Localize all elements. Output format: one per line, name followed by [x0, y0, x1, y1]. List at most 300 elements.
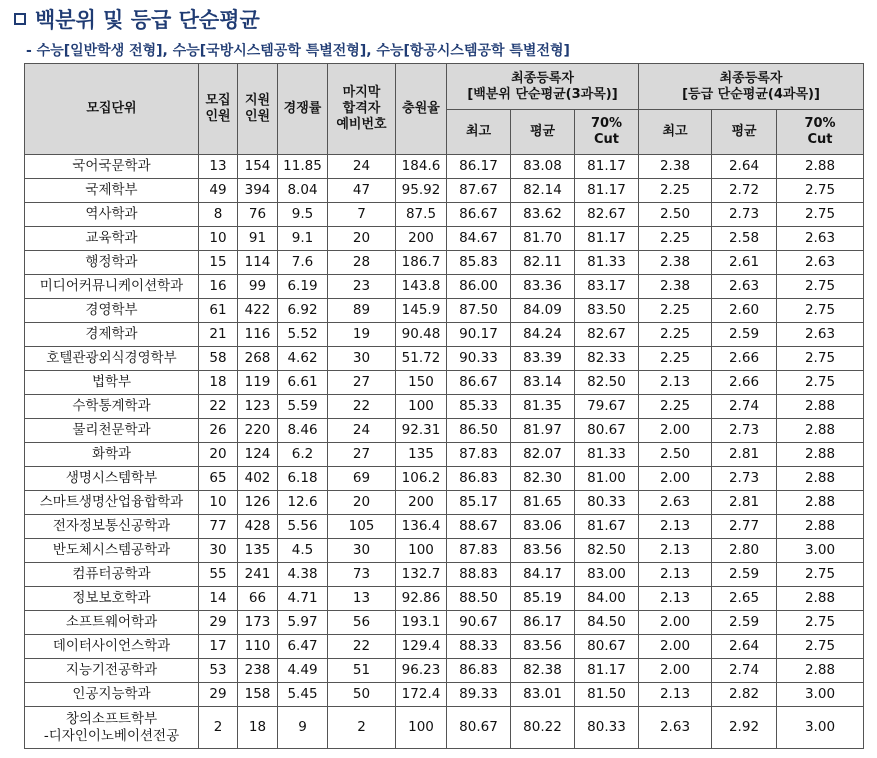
table-cell: 15: [199, 251, 238, 275]
table-cell: 30: [328, 347, 396, 371]
cell-unit: 스마트생명산업융합학과: [25, 491, 199, 515]
table-cell: 119: [238, 371, 278, 395]
table-cell: 24: [328, 155, 396, 179]
table-cell: 82.33: [575, 347, 639, 371]
table-cell: 22: [328, 395, 396, 419]
table-row: [25, 707, 864, 749]
table-cell: 2.59: [712, 323, 777, 347]
table-cell: 2.00: [639, 419, 712, 443]
table-cell: 20: [199, 443, 238, 467]
table-cell: 23: [328, 275, 396, 299]
header-grade-best: 최고: [639, 110, 712, 155]
table-row: [25, 275, 864, 299]
table-cell: 83.50: [575, 299, 639, 323]
table-cell: 82.67: [575, 323, 639, 347]
table-cell: 92.31: [396, 419, 447, 443]
table-cell: 89: [328, 299, 396, 323]
table-cell: 2.50: [639, 203, 712, 227]
table-cell: 9.1: [278, 227, 328, 251]
table-cell: 24: [328, 419, 396, 443]
cell-unit: 정보보호학과: [25, 587, 199, 611]
table-cell: 84.67: [447, 227, 511, 251]
table-cell: 84.24: [511, 323, 575, 347]
table-cell: 132.7: [396, 563, 447, 587]
square-bullet-icon: [14, 13, 26, 25]
header-ratio: 경쟁률: [278, 64, 328, 155]
header-pct-avg: 평균: [511, 110, 575, 155]
table-cell: 5.59: [278, 395, 328, 419]
table-row: [25, 683, 864, 707]
cell-unit: 미디어커뮤니케이션학과: [25, 275, 199, 299]
table-cell: 22: [328, 635, 396, 659]
table-cell: 2.81: [712, 491, 777, 515]
table-cell: 173: [238, 611, 278, 635]
header-quota: 모집 인원: [199, 64, 238, 155]
table-cell: 110: [238, 635, 278, 659]
table-cell: 85.19: [511, 587, 575, 611]
table-cell: 2.88: [777, 443, 864, 467]
cell-unit: 국어국문학과: [25, 155, 199, 179]
table-cell: 220: [238, 419, 278, 443]
table-cell: 2.00: [639, 659, 712, 683]
header-pct-cut: 70% Cut: [575, 110, 639, 155]
header-grade-group: 최종등록자 [등급 단순평균(4과목)]: [639, 64, 864, 110]
table-cell: 2.88: [777, 155, 864, 179]
table-cell: 81.65: [511, 491, 575, 515]
table-cell: 84.50: [575, 611, 639, 635]
table-cell: 9.5: [278, 203, 328, 227]
table-cell: 126: [238, 491, 278, 515]
table-cell: 2.74: [712, 659, 777, 683]
table-cell: 394: [238, 179, 278, 203]
table-cell: 69: [328, 467, 396, 491]
table-cell: 3.00: [777, 707, 864, 749]
table-cell: 4.38: [278, 563, 328, 587]
cell-unit: 창의소프트학부 -디자인이노베이션전공: [25, 707, 199, 749]
table-cell: 28: [328, 251, 396, 275]
table-cell: 84.17: [511, 563, 575, 587]
table-cell: 124: [238, 443, 278, 467]
table-cell: 13: [199, 155, 238, 179]
table-row: [25, 395, 864, 419]
table-cell: 47: [328, 179, 396, 203]
table-cell: 80.67: [447, 707, 511, 749]
table-cell: 2.88: [777, 419, 864, 443]
table-cell: 83.14: [511, 371, 575, 395]
table-cell: 99: [238, 275, 278, 299]
table-cell: 7.6: [278, 251, 328, 275]
table-row: [25, 635, 864, 659]
table-cell: 2.59: [712, 611, 777, 635]
table-cell: 11.85: [278, 155, 328, 179]
table-cell: 2.88: [777, 515, 864, 539]
table-cell: 83.06: [511, 515, 575, 539]
table-cell: 4.5: [278, 539, 328, 563]
cell-unit: 법학부: [25, 371, 199, 395]
table-cell: 83.56: [511, 539, 575, 563]
table-cell: 136.4: [396, 515, 447, 539]
table-cell: 2.88: [777, 395, 864, 419]
table-cell: 2.75: [777, 275, 864, 299]
cell-unit: 전자정보통신공학과: [25, 515, 199, 539]
table-cell: 2.72: [712, 179, 777, 203]
table-cell: 428: [238, 515, 278, 539]
table-row: [25, 419, 864, 443]
results-table: [24, 63, 864, 749]
table-cell: 86.00: [447, 275, 511, 299]
table-cell: 87.83: [447, 443, 511, 467]
table-cell: 26: [199, 419, 238, 443]
table-row: [25, 227, 864, 251]
table-cell: 2.73: [712, 467, 777, 491]
table-cell: 56: [328, 611, 396, 635]
table-row: [25, 467, 864, 491]
table-cell: 77: [199, 515, 238, 539]
table-cell: 81.17: [575, 659, 639, 683]
table-cell: 81.35: [511, 395, 575, 419]
table-cell: 90.67: [447, 611, 511, 635]
cell-unit: 국제학부: [25, 179, 199, 203]
table-cell: 4.49: [278, 659, 328, 683]
table-cell: 85.33: [447, 395, 511, 419]
table-cell: 19: [328, 323, 396, 347]
table-cell: 2.81: [712, 443, 777, 467]
table-cell: 82.11: [511, 251, 575, 275]
table-cell: 2.92: [712, 707, 777, 749]
table-cell: 2.63: [777, 227, 864, 251]
cell-unit: 소프트웨어학과: [25, 611, 199, 635]
table-cell: 8.04: [278, 179, 328, 203]
table-cell: 22: [199, 395, 238, 419]
table-cell: 84.00: [575, 587, 639, 611]
table-cell: 2.13: [639, 563, 712, 587]
table-cell: 2.38: [639, 275, 712, 299]
table-cell: 50: [328, 683, 396, 707]
table-cell: 2.88: [777, 659, 864, 683]
table-cell: 81.50: [575, 683, 639, 707]
table-cell: 2.75: [777, 347, 864, 371]
table-cell: 422: [238, 299, 278, 323]
table-row: [25, 563, 864, 587]
table-cell: 143.8: [396, 275, 447, 299]
table-cell: 6.2: [278, 443, 328, 467]
table-cell: 2.73: [712, 203, 777, 227]
table-cell: 2.65: [712, 587, 777, 611]
table-cell: 5.45: [278, 683, 328, 707]
table-cell: 123: [238, 395, 278, 419]
table-cell: 7: [328, 203, 396, 227]
table-cell: 2.63: [712, 275, 777, 299]
table-cell: 2.75: [777, 203, 864, 227]
table-cell: 2.75: [777, 371, 864, 395]
table-cell: 5.52: [278, 323, 328, 347]
table-cell: 82.38: [511, 659, 575, 683]
table-cell: 2.25: [639, 395, 712, 419]
header-pct-best: 최고: [447, 110, 511, 155]
table-cell: 87.5: [396, 203, 447, 227]
table-cell: 5.97: [278, 611, 328, 635]
table-cell: 2.59: [712, 563, 777, 587]
cell-unit: 인공지능학과: [25, 683, 199, 707]
header-extra: 충원율: [396, 64, 447, 155]
table-cell: 100: [396, 395, 447, 419]
table-cell: 8.46: [278, 419, 328, 443]
table-cell: 51.72: [396, 347, 447, 371]
table-cell: 12.6: [278, 491, 328, 515]
table-cell: 6.92: [278, 299, 328, 323]
table-cell: 154: [238, 155, 278, 179]
table-cell: 79.67: [575, 395, 639, 419]
table-cell: 80.22: [511, 707, 575, 749]
table-cell: 2.63: [777, 251, 864, 275]
table-cell: 2.66: [712, 371, 777, 395]
table-cell: 29: [199, 683, 238, 707]
table-cell: 82.30: [511, 467, 575, 491]
table-cell: 2.61: [712, 251, 777, 275]
table-cell: 238: [238, 659, 278, 683]
page-title: [10, 4, 260, 34]
table-cell: 17: [199, 635, 238, 659]
cell-unit: 물리천문학과: [25, 419, 199, 443]
table-cell: 81.97: [511, 419, 575, 443]
table-row: [25, 323, 864, 347]
table-cell: 2.00: [639, 467, 712, 491]
cell-unit: 교육학과: [25, 227, 199, 251]
cell-unit: 행정학과: [25, 251, 199, 275]
table-cell: 2.13: [639, 371, 712, 395]
table-cell: 13: [328, 587, 396, 611]
table-cell: 83.08: [511, 155, 575, 179]
page-title-text: 백분위 및 등급 단순평균: [35, 8, 260, 32]
header-percentile-group: 최종등록자 [백분위 단순평균(3과목)]: [447, 64, 639, 110]
table-cell: 88.83: [447, 563, 511, 587]
table-cell: 402: [238, 467, 278, 491]
table-cell: 241: [238, 563, 278, 587]
table-cell: 81.33: [575, 251, 639, 275]
table-cell: 10: [199, 227, 238, 251]
table-cell: 5.56: [278, 515, 328, 539]
table-cell: 2.58: [712, 227, 777, 251]
table-cell: 8: [199, 203, 238, 227]
table-cell: 2.73: [712, 419, 777, 443]
table-cell: 2.00: [639, 611, 712, 635]
cell-unit: 데이터사이언스학과: [25, 635, 199, 659]
table-row: [25, 659, 864, 683]
table-cell: 88.50: [447, 587, 511, 611]
table-cell: 2.75: [777, 299, 864, 323]
cell-unit: 지능기전공학과: [25, 659, 199, 683]
table-cell: 2.63: [639, 491, 712, 515]
header-row-1: [25, 64, 864, 110]
table-cell: 184.6: [396, 155, 447, 179]
table-cell: 20: [328, 491, 396, 515]
table-cell: 193.1: [396, 611, 447, 635]
table-cell: 2.75: [777, 611, 864, 635]
table-cell: 2.75: [777, 635, 864, 659]
table-cell: 135: [238, 539, 278, 563]
cell-unit: 생명시스템학부: [25, 467, 199, 491]
table-row: [25, 155, 864, 179]
table-cell: 82.50: [575, 371, 639, 395]
table-row: [25, 347, 864, 371]
table-cell: 6.61: [278, 371, 328, 395]
table-cell: 100: [396, 539, 447, 563]
table-cell: 105: [328, 515, 396, 539]
table-cell: 84.09: [511, 299, 575, 323]
table-cell: 2.64: [712, 635, 777, 659]
cell-unit: 반도체시스템공학과: [25, 539, 199, 563]
cell-unit: 화학과: [25, 443, 199, 467]
table-cell: 186.7: [396, 251, 447, 275]
table-cell: 2.25: [639, 299, 712, 323]
table-row: [25, 371, 864, 395]
table-cell: 268: [238, 347, 278, 371]
table-cell: 91: [238, 227, 278, 251]
table-cell: 158: [238, 683, 278, 707]
table-row: [25, 179, 864, 203]
table-cell: 18: [199, 371, 238, 395]
table-cell: 86.67: [447, 203, 511, 227]
table-cell: 76: [238, 203, 278, 227]
table-cell: 2.25: [639, 179, 712, 203]
table-cell: 51: [328, 659, 396, 683]
table-cell: 90.33: [447, 347, 511, 371]
table-cell: 2.00: [639, 635, 712, 659]
table-cell: 129.4: [396, 635, 447, 659]
table-cell: 73: [328, 563, 396, 587]
table-row: [25, 611, 864, 635]
table-cell: 2.25: [639, 347, 712, 371]
table-cell: 21: [199, 323, 238, 347]
table-cell: 95.92: [396, 179, 447, 203]
table-cell: 81.17: [575, 155, 639, 179]
table-row: [25, 251, 864, 275]
table-cell: 83.56: [511, 635, 575, 659]
cell-unit: 호텔관광외식경영학부: [25, 347, 199, 371]
table-cell: 80.67: [575, 635, 639, 659]
table-cell: 88.67: [447, 515, 511, 539]
table-cell: 86.17: [447, 155, 511, 179]
cell-unit: 경제학과: [25, 323, 199, 347]
table-cell: 81.70: [511, 227, 575, 251]
table-cell: 135: [396, 443, 447, 467]
table-cell: 90.17: [447, 323, 511, 347]
table-cell: 83.00: [575, 563, 639, 587]
table-cell: 86.17: [511, 611, 575, 635]
table-cell: 81.00: [575, 467, 639, 491]
table-cell: 81.33: [575, 443, 639, 467]
table-row: [25, 491, 864, 515]
table-cell: 82.50: [575, 539, 639, 563]
table-cell: 86.50: [447, 419, 511, 443]
table-cell: 2.64: [712, 155, 777, 179]
cell-unit: 역사학과: [25, 203, 199, 227]
table-cell: 4.71: [278, 587, 328, 611]
table-cell: 82.14: [511, 179, 575, 203]
table-cell: 200: [396, 491, 447, 515]
table-cell: 2.25: [639, 323, 712, 347]
table-cell: 53: [199, 659, 238, 683]
table-cell: 86.67: [447, 371, 511, 395]
table-cell: 2: [328, 707, 396, 749]
table-cell: 2.75: [777, 179, 864, 203]
table-cell: 9: [278, 707, 328, 749]
table-cell: 2.13: [639, 539, 712, 563]
table-cell: 83.62: [511, 203, 575, 227]
table-cell: 6.47: [278, 635, 328, 659]
table-cell: 81.17: [575, 227, 639, 251]
table-row: [25, 203, 864, 227]
cell-unit: 컴퓨터공학과: [25, 563, 199, 587]
table-cell: 83.36: [511, 275, 575, 299]
table-cell: 2.38: [639, 155, 712, 179]
header-applicants: 지원 인원: [238, 64, 278, 155]
table-cell: 3.00: [777, 539, 864, 563]
table-cell: 27: [328, 443, 396, 467]
header-unit: 모집단위: [25, 64, 199, 155]
table-cell: 2.66: [712, 347, 777, 371]
table-cell: 2.74: [712, 395, 777, 419]
table-cell: 6.19: [278, 275, 328, 299]
table-cell: 87.50: [447, 299, 511, 323]
table-cell: 96.23: [396, 659, 447, 683]
table-cell: 65: [199, 467, 238, 491]
table-cell: 150: [396, 371, 447, 395]
table-cell: 90.48: [396, 323, 447, 347]
table-cell: 86.83: [447, 467, 511, 491]
table-cell: 2.88: [777, 491, 864, 515]
cell-unit: 수학통계학과: [25, 395, 199, 419]
table-cell: 106.2: [396, 467, 447, 491]
header-waitlist: 마지막 합격자 예비번호: [328, 64, 396, 155]
table-cell: 2.88: [777, 587, 864, 611]
table-cell: 100: [396, 707, 447, 749]
table-cell: 49: [199, 179, 238, 203]
table-cell: 2.60: [712, 299, 777, 323]
table-cell: 2.50: [639, 443, 712, 467]
table-cell: 2.88: [777, 467, 864, 491]
table-body: [25, 155, 864, 749]
table-cell: 82.67: [575, 203, 639, 227]
table-cell: 2.75: [777, 563, 864, 587]
table-cell: 116: [238, 323, 278, 347]
table-cell: 81.67: [575, 515, 639, 539]
cell-unit: 경영학부: [25, 299, 199, 323]
table-cell: 2.25: [639, 227, 712, 251]
table-cell: 2.13: [639, 515, 712, 539]
table-cell: 2.63: [777, 323, 864, 347]
table-cell: 87.83: [447, 539, 511, 563]
table-cell: 80.67: [575, 419, 639, 443]
table-cell: 89.33: [447, 683, 511, 707]
table-cell: 80.33: [575, 707, 639, 749]
table-cell: 82.07: [511, 443, 575, 467]
table-cell: 20: [328, 227, 396, 251]
table-row: [25, 443, 864, 467]
table-cell: 81.17: [575, 179, 639, 203]
table-cell: 29: [199, 611, 238, 635]
table-cell: 200: [396, 227, 447, 251]
table-cell: 66: [238, 587, 278, 611]
table-row: [25, 515, 864, 539]
header-grade-cut: 70% Cut: [777, 110, 864, 155]
table-cell: 83.01: [511, 683, 575, 707]
table-cell: 86.83: [447, 659, 511, 683]
table-cell: 58: [199, 347, 238, 371]
table-cell: 30: [199, 539, 238, 563]
page-subtitle: - 수능[일반학생 전형], 수능[국방시스템공학 특별전형], 수능[항공시스템공학 특별전형]: [26, 43, 570, 59]
table-cell: 27: [328, 371, 396, 395]
